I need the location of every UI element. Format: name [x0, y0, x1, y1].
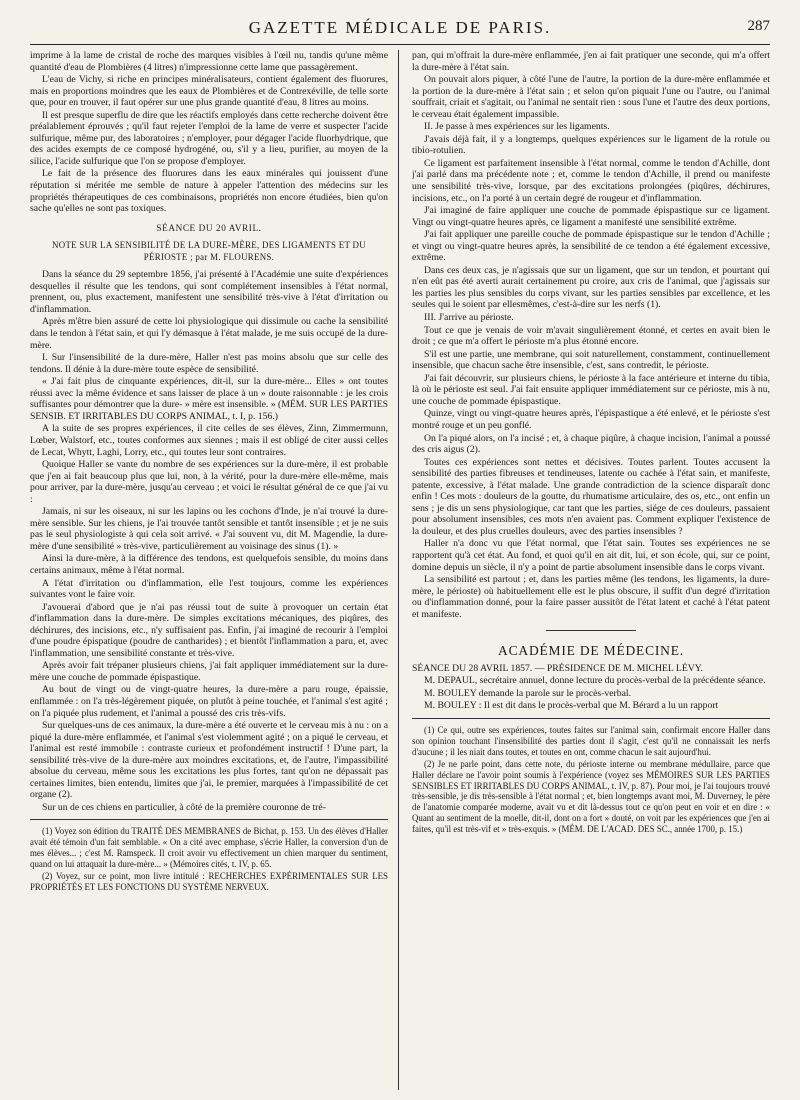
paragraph: Toutes ces expériences sont nettes et décisives. Toutes parlent. Toutes accusent la sensibilité des parties fibreuses et tendineuses, latente ou cachée à l'état sain, et manifeste, patente, excessive, à l'état malade. Une grande contradiction de la science disparaît donc enfin ! Ces mots : douleurs de la goutte, du rhumatisme articulaire, des os, etc., ont enfin un sens ; je dis un sens physiologique, car tant que les parties, siége de ces douleurs, passaient pour absolument insensibles, ces mots n'en avaient pas. Comment expliquer l'existence de la douleur, et des plus cruelles douleurs, avec des parties insensibles ?: [412, 456, 770, 537]
paragraph: Le fait de la présence des fluorures dans les eaux minérales qui jouissent d'une réputation si méritée me semble de nature à appeler l'attention des médecins sur les propriétés thérapeutiques de ces combinaisons, propriétés non encore étudiées, bien qu'on sache qu'elles ne sont pas toxiques.: [30, 168, 388, 215]
paragraph: Sur un de ces chiens en particulier, à côté de la première couronne de tré-: [42, 801, 326, 813]
section-rule: [546, 630, 636, 631]
footnote-rule: [412, 718, 770, 719]
paragraph: A l'état d'irritation ou d'inflammation, elle l'est toujours, comme les expériences suivantes vont le faire voir.: [30, 577, 388, 601]
session-line: SÉANCE DU 28 AVRIL 1857. — PRÉSIDENCE DE M. MICHEL LÉVY.: [412, 662, 703, 674]
paragraph: Haller n'a donc vu que l'état normal, que l'état sain. Toutes ses expériences ne se rapportent qu'à cet état. Au fond, et quoi qu'il en ait dit, lui, et son école, qui, sur ce point, domine depuis un siècle, il n'y a point de partie absolument insensible dans le corps vivant.: [412, 538, 770, 573]
paragraph: M. DEPAUL, secrétaire annuel, donne lecture du procès-verbal de la précédente séance.: [424, 675, 766, 687]
footnote: (1) Ce qui, outre ses expériences, toutes faites sur l'animal sain, confirmait encore Haller dans son opinion touchant l'insensibilité des parties dont il s'agit, c'est qu'il ne connaissait les nerfs d'aucune ; il les niait dans toutes, et toutes en ont, comme chacun le sait aujourd'hui.: [412, 724, 770, 757]
paragraph: L'eau de Vichy, si riche en principes minéralisateurs, contient également des fluorures, mais en proportions moindres que les eaux de Plombières et de Contrexéville, de telle sorte que, pour en trouver, il faut opérer sur une plus grande quantité d'eau, 8 litres au moins.: [30, 74, 388, 109]
column-divider: [398, 50, 399, 1090]
subsection-heading: II. Je passe à mes expériences sur les ligaments.: [424, 121, 610, 133]
running-title: GAZETTE MÉDICALE DE PARIS.: [248, 18, 552, 37]
paragraph: imprime à la lame de cristal de roche des marques visibles à l'œil nu, tandis qu'une même quantité d'eau de Plombières (4 litres) n'impressionne cette lame que passagèrement.: [30, 50, 388, 73]
paragraph: Jamais, ni sur les oiseaux, ni sur les lapins ou les cochons d'Inde, je n'ai trouvé la dure-mère sensible. Sur les chiens, je l'ai trouvée tantôt sensible et tantôt insensible ; et je ne suis pas le seul physiologiste à qui cela soit arrivé. « J'ai souvent vu, dit M. Magendie, la dure-mère d'une sensibilité » très-vive, particulièrement au voisinage des sinus (1). »: [30, 506, 388, 552]
paragraph: Quinze, vingt ou vingt-quatre heures après, l'épispastique a été enlevé, et le périoste s'est montré rouge et un peu gonflé.: [412, 408, 770, 431]
page-number: 287: [747, 18, 770, 34]
section-heading: SÉANCE DU 20 AVRIL.: [156, 222, 262, 233]
note-title: NOTE SUR LA SENSIBILITÉ DE LA DURE-MÈRE, DES LIGAMENTS ET DU PÉRIOSTE ; par M. FLOURENS.: [52, 240, 366, 262]
paragraph: On pouvait alors piquer, à côté l'une de l'autre, la portion de la dure-mère enflammée et la portion de la dure-mère à l'état sain ; et selon qu'on piquait l'une ou l'autre, ou l'animal souffrait, criait et s'agitait, ou l'animal ne sentait rien : sous l'une et l'autre des deux portions, le cerveau était également impassible.: [412, 74, 770, 120]
footnote: (1) Voyez son édition du TRAITÉ DES MEMBRANES de Bichat, p. 153. Un des élèves d'Haller avait été témoin d'un fait semblable. « On a cité avec emphase, s'écrie Haller, la conversion d'un de mes élèves... ; c'est M. Ramspeck. Il croit avoir vu effectivement un chien marquer du sentiment, quand on lui attaquait la dure-mère... » (Mémoires cités, t. IV, p. 65.: [30, 826, 388, 870]
paragraph: Au bout de vingt ou de vingt-quatre heures, la dure-mère a paru rouge, épaissie, enflammée : on l'a très-légèrement piquée, on plutôt à peine touchée, et l'animal s'est agité ; on l'a piquée plus rudement, et l'animal a poussé des cris très-vifs.: [30, 684, 388, 719]
footnotes: [412, 725, 770, 835]
footnote: (2) Je ne parle point, dans cette note, du périoste interne ou membrane médullaire, parce que Haller déclare ne l'avoir point soumis à l'expérience (voyez ses MÉMOIRES SUR LES PARTIES SENSIBLES ET IRRITABLES DU CORPS ANIMAL, t. IV, p. 87). Pour moi, je l'ai toujours trouvé très-sensible, je dis très-sensible à l'état normal ; et, bien longtemps avant moi, M. Duverney, le père de l'anatomie comparée moderne, avait vu et dit là-dessus tout ce qu'on peut en voir et en dire : « Quant au sentiment de la moelle, dit-il, dont on a fort » douté, on voit par les expériences que j'en ai faites, qu'il est très-vif et » très-exquis. » (MÉM. DE L'ACAD. DES SC., année 1700, p. 15.): [412, 758, 770, 835]
page-header: [30, 14, 770, 45]
paragraph: J'ai imaginé de faire appliquer une couche de pommade épispastique sur ce ligament. Vingt ou vingt-quatre heures après, ce ligament a manifesté une sensibilité extrême.: [412, 205, 770, 228]
paragraph: Après avoir fait trépaner plusieurs chiens, j'ai fait appliquer immédiatement sur la dure-mère une couche de pommade épispastique.: [30, 660, 388, 683]
paragraph: A la suite de ses propres expériences, il cite celles de ses élèves, Zinn, Zimmermunn, Lœber, Walstorf, etc., toutes conformes aux siennes ; mais il est obligé de citer aussi celles de Lecat, Whytt, Laghi, Lorry, etc., qui toutes leur sont contraires.: [30, 423, 388, 458]
left-column: [30, 50, 388, 1090]
quotation: « J'ai fait plus de cinquante expériences, dit-il, sur la dure-mère... Elles » ont toutes réussi avec la même évidence et sans laisser de place à un » doute raisonnable : je les crois suffisantes pour démontrer que la dure- » mère est insensible. » (MÉM. SUR LES PARTIES SENSIB. ET IRRITABLES DU CORPS ANIMAL, t. I, p. 156.): [30, 376, 388, 422]
subsection-heading: III. J'arrive au périoste.: [424, 312, 514, 324]
paragraph: J'ai fait appliquer une pareille couche de pommade épispastique sur le tendon d'Achille ; et vingt ou vingt-quatre heures après, la sensibilité de ce tendon a été également excessive, extrême.: [412, 229, 770, 264]
paragraph: J'avais déjà fait, il y a longtemps, quelques expériences sur le ligament de la rotule ou tibio-rotulien.: [412, 133, 770, 157]
paragraph: Tout ce que je venais de voir m'avait singulièrement étonné, et certes en avait bien le droit ; ce que m'a offert le périoste m'a plus étonné encore.: [412, 324, 770, 348]
paragraph: M. BOULEY : Il est dit dans le procès-verbal que M. Bérard a lu un rapport: [424, 700, 719, 712]
paragraph: I. Sur l'insensibilité de la dure-mère, Haller n'est pas moins absolu que sur celle des tendons. Il dénie à la dure-mère toute espèce de sensibilité.: [30, 352, 388, 375]
paragraph: M. BOULEY demande la parole sur le procès-verbal.: [424, 687, 632, 699]
footnote-rule: [30, 819, 388, 820]
paragraph: Après m'être bien assuré de cette loi physiologique qui dissimule ou cache la sensibilité dans le tendon à l'état sain, et qui l'y démasque à l'état malade, je me suis occupé de la dure-mère.: [30, 316, 388, 351]
footnote: (2) Voyez, sur ce point, mon livre intitulé : RECHERCHES EXPÉRIMENTALES SUR LES PROPRIÉTÉS ET LES FONCTIONS DU SYSTÈME NERVEUX.: [30, 871, 388, 892]
right-column: [412, 50, 770, 1090]
academy-heading: ACADÉMIE DE MÉDECINE.: [498, 643, 684, 659]
paragraph: Sur quelques-uns de ces animaux, la dure-mère a été ouverte et le cerveau mis à nu : on a piqué la dure-mère enflammée, et l'animal s'est violemment agité ; on a piqué le cerveau, et l'animal est resté immobile : contraste curieux et profondément instructif ! D'une part, la sensibilité très-vive de la dure-mère aux moindres excitations, et, de l'autre, l'impassibilité absolue du cerveau, même sous les excitations les plus fortes, tant qu'on ne dépassait pas certaines limites, bien entendu, limites que j'ai, le premier, marquées à l'impassibilité de cet organe (2).: [30, 720, 388, 801]
paragraph: J'ai fait découvrir, sur plusieurs chiens, le périoste à la face antérieure et interne du tibia, là où le périoste est seul. J'ai fait ensuite appliquer immédiatement sur ce périoste, mis à nu, une couche de pommade épispastique.: [412, 372, 770, 407]
paragraph: S'il est une partie, une membrane, qui soit naturellement, constamment, continuellement insensible, que chacun sache être insensible, c'est, sans contredit, le périoste.: [412, 348, 770, 372]
paragraph: Ainsi la dure-mère, à la différence des tendons, est quelquefois sensible, du moins dans certains animaux, même à l'état normal.: [30, 553, 388, 576]
paragraph: Dans ces deux cas, je n'agissais que sur un ligament, que sur un tendon, et pourtant qui n'en eût pas été averti aurait certainement pu croire, aux cris de l'animal, que j'agissais sur les parties les plus sensibles du corps vivant, sur les parties sensibles par excellence, et les seules qui le soient par ellesmêmes, c'est-à-dire sur les nerfs (1).: [412, 264, 770, 311]
paragraph: Quoique Haller se vante du nombre de ses expériences sur la dure-mère, il est probable que j'en ai fait beaucoup plus que lui, non, à la vérité, pour la dure-mère elle-même, mais pour arriver, par la dure-mère, jusqu'au cerveau ; et voici le résultat général de ce que j'ai vu :: [30, 459, 388, 505]
paragraph: Il est presque superflu de dire que les réactifs employés dans cette recherche doivent être préalablement éprouvés ; qu'il faut rejeter l'emploi de la lame de verre et suspecter l'acide sulfurique, même pur, des laboratoires ; n'employer, pour dégager l'acide fluorhydrique, que des acides exempts de ce composé hydrogéné, ou, s'il y a lieu, purifier, au moyen de la silice, l'acide sulfurique que l'on se propose d'employer.: [30, 109, 388, 167]
paragraph: Dans la séance du 29 septembre 1856, j'ai présenté à l'Académie une suite d'expériences desquelles il résulte que les tendons, qui sont complétement insensibles à l'état normal, prennent, ou, plus exactement, manifestent une sensibilité très-vive à l'état d'irritation ou d'inflammation.: [30, 269, 388, 315]
paragraph: On l'a piqué alors, on l'a incisé ; et, à chaque piqûre, à chaque incision, l'animal a poussé des cris aigus (2).: [412, 432, 770, 456]
paragraph: J'avouerai d'abord que je n'ai pas réussi tout de suite à provoquer un certain état d'inflammation dans la dure-mère. De simples excitations mécaniques, des piqûres, des déchirures, des incisions, etc., n'y suffisaient pas. Enfin, j'ai imaginé de recourir à l'emploi d'une poudre épispatique (poudre de cantharides) ; et bientôt l'inflammation a paru, et, avec l'inflammation, une sensibilité constante et très-vive.: [30, 601, 388, 659]
paragraph: La sensibilité est partout ; et, dans les parties même (les tendons, les ligaments, la dure-mère, le périoste) où habituellement elle est le plus obscure, il suffit d'un degré d'irritation ou d'inflammation donné, pour la faire passer aussitôt de l'état latent et caché à l'état patent et manifeste.: [412, 574, 770, 620]
paragraph: pan, qui m'offrait la dure-mère enflammée, j'en ai fait pratiquer une seconde, qui m'a offert la dure-mère à l'état sain.: [412, 50, 770, 73]
footnotes: [30, 826, 388, 892]
paragraph: Ce ligament est parfaitement insensible à l'état normal, comme le tendon d'Achille, dont j'ai parlé dans ma précédente note ; et, comme le tendon d'Achille, il prend ou manifeste une sensibilité très-vive, lorsque, par des excitations prolongées (piqûres, déchirures, incisions, etc., on l'a porté à un certain degré de rougeur et d'inflammation.: [412, 157, 770, 204]
